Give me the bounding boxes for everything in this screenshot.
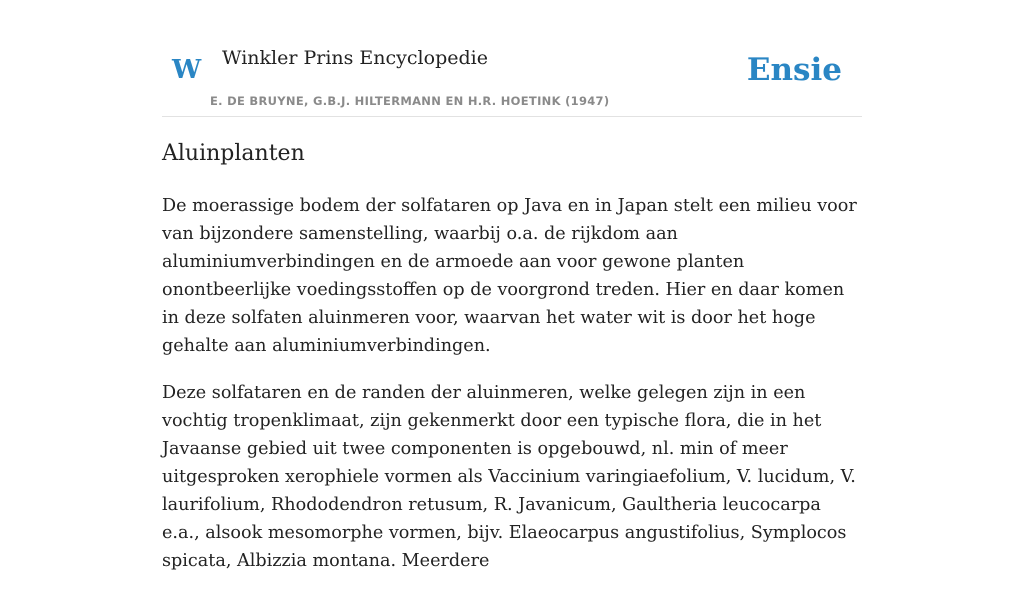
ensie-brand-logo[interactable]: Ensie [746,52,842,88]
entry-paragraph: De moerassige bodem der solfataren op Java en in Japan stelt een milieu voor van bijzondere samenstelling, waarbij o.a. de rijkdom aan aluminiumverbindingen en de armoede aan voor gewone planten onontbeerlijke voedingsstoffen op de voorgrond treden. Hier en daar komen in deze solfaten aluinmeren voor, waarvan het water wit is door het hoge gehalte aan aluminiumverbindingen. [162,196,857,356]
entry-body [162,192,862,594]
book-authors: E. DE BRUYNE, G.B.J. HILTERMANN EN H.R. HOETINK (1947) [210,94,610,108]
header [162,0,862,117]
entry-paragraph: Deze solfataren en de randen der aluinmeren, welke gelegen zijn in een vochtig tropenklimaat, zijn gekenmerkt door een typische flora, die in het Javaanse gebied uit twee componenten is opgebouwd, nl. min of meer uitgesproken xerophiele vormen als Vaccinium varingiaefolium, V. lucidum, V. laurifolium, Rhododendron retusum, R. Javanicum, Gaultheria leucocarpa e.a., alsook mesomorphe vormen, bijv. Elaeocarpus angustifolius, Symplocos spicata, Albizzia montana. Meerdere [162,383,856,571]
entry-title: Aluinplanten [162,141,305,166]
book-title-link[interactable]: Winkler Prins Encyclopedie [222,47,488,69]
encyclopedia-logo[interactable]: W [172,55,202,85]
